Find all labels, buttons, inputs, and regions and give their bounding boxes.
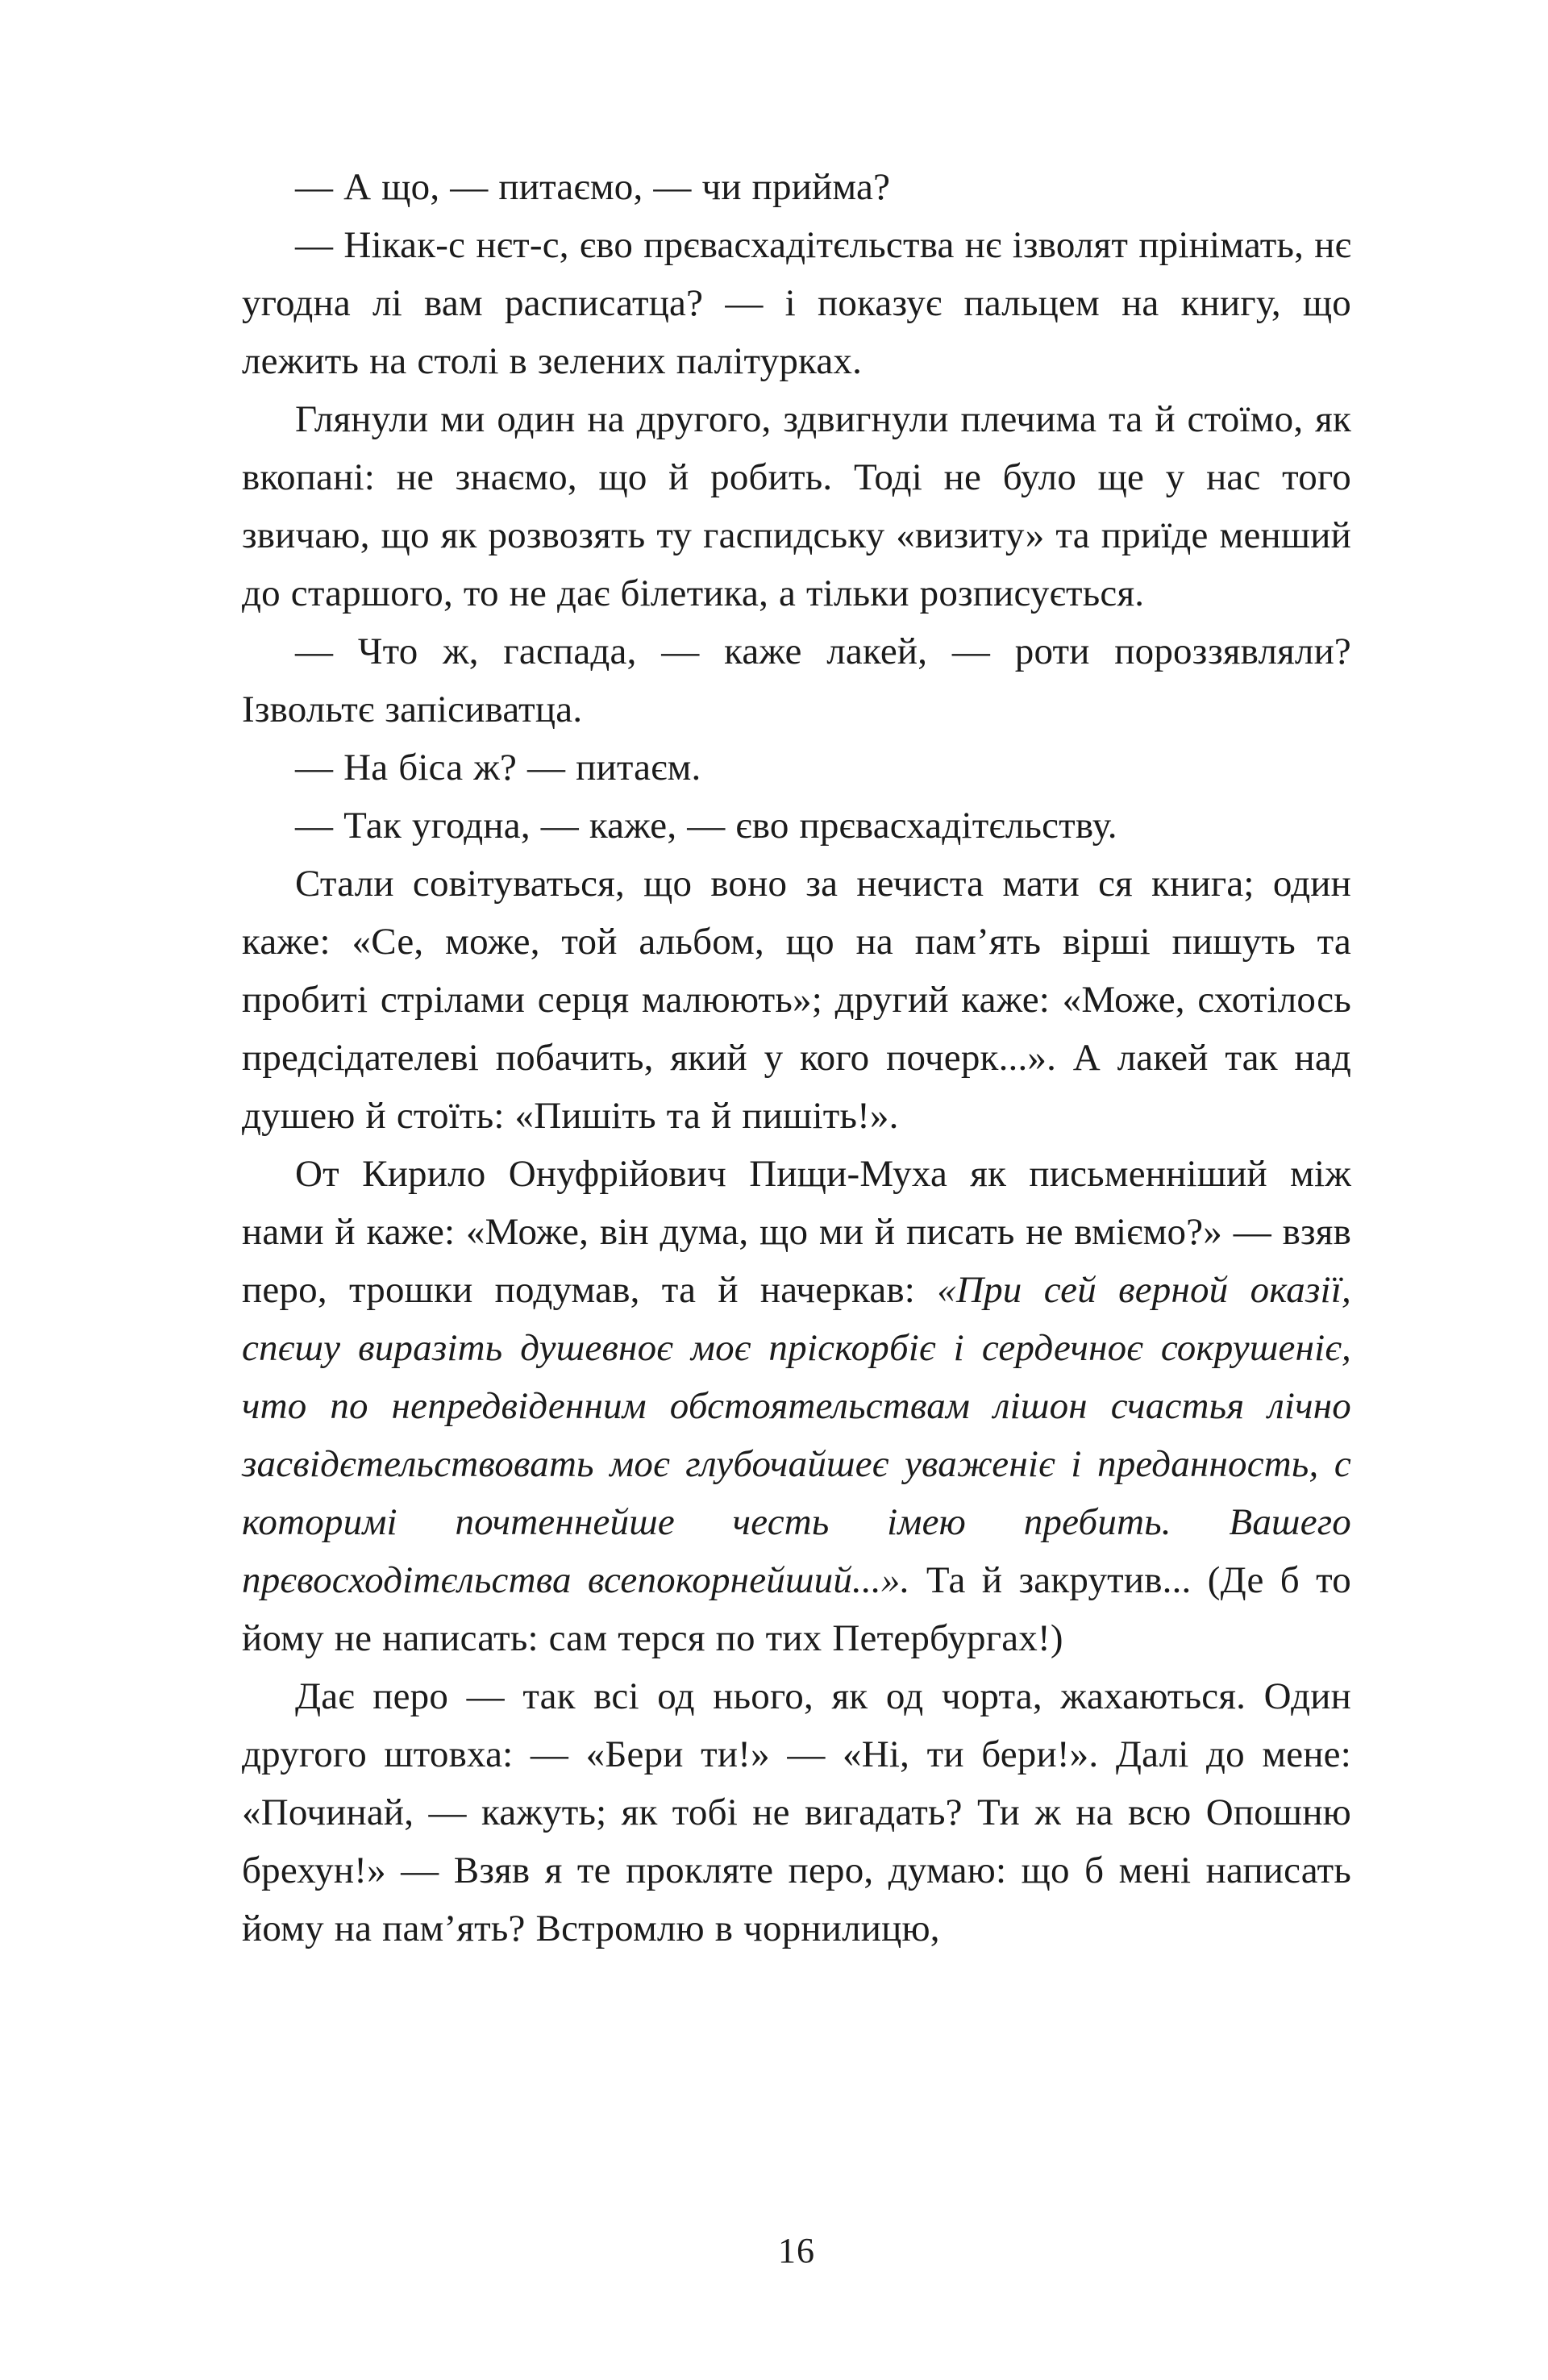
page-number: 16: [778, 2231, 815, 2270]
paragraph: [242, 1667, 1351, 1958]
paragraph-text: — Нікак-с нєт-с, єво прєвасхадітєльства нє ізволят прінімать, нє угодна лі вам расписатца? — і показує пальцем на книгу, що лежить на столі в зелених палітурках.: [242, 224, 1351, 382]
paragraph-text: Та й закрутив... (Де б то йому не написать: сам терся по тих Петербургах!): [242, 1559, 1351, 1659]
paragraph-text: — А що, — питаємо, — чи прийма?: [295, 166, 891, 208]
paragraph: [242, 1145, 1351, 1667]
paragraph: [242, 797, 1351, 855]
paragraph: [242, 855, 1351, 1145]
paragraph-text: Глянули ми один на другого, здвигнули плечима та й стоїмо, як вкопані: не знаємо, що й робить. Тоді не було ще у нас того звичаю, що як розвозять ту гаспидську «визиту» та приїде менший до старшого, то не дає білетика, а тільки розписується.: [242, 398, 1351, 614]
paragraph-text: Дає перо — так всі од нього, як од чорта, жахаються. Один другого штовха: — «Бери ти!» — «Ні, ти бери!». Далі до мене: «Починай, — кажуть; як тобі не вигадать? Ти ж на всю Опошню брехун!» — Взяв я те прокляте перо, думаю: що б мені написать йому на пам’ять? Встромлю в чорнилицю,: [242, 1675, 1351, 1949]
text-block: [242, 158, 1351, 1958]
paragraph-text: Стали совітуваться, що воно за нечиста мати ся книга; один каже: «Се, може, той альбом, що на пам’ять вірші пишуть та пробиті стрілами серця малюють»; другий каже: «Може, схотілось предсідателеві побачить, який у кого почерк...». А лакей так над душею й стоїть: «Пишіть та й пишіть!».: [242, 863, 1351, 1137]
paragraph: [242, 622, 1351, 739]
paragraph-text: — Что ж, гаспада, — каже лакей, — роти пороззявляли? Ізвольтє запісиватца.: [242, 630, 1351, 730]
paragraph: [242, 158, 1351, 216]
paragraph-text-italic: «При сей верной оказії, спєшу виразіть душевноє моє пріскорбіє і сердечноє сокрушеніє, что по непредвіденним обстоятельствам лішон счастья лічно засвідєтельствовать моє глубочайшеє уваженіє і преданность, с которимі почтеннейше честь імею пребить. Вашего прєвосходітєльства всепокорнейший...».: [242, 1269, 1351, 1601]
paragraph-text: — На біса ж? — питаєм.: [295, 747, 701, 788]
paragraph: [242, 216, 1351, 390]
paragraph: [242, 390, 1351, 622]
paragraph-text: — Так угодна, — каже, — єво прєвасхадітєльству.: [295, 805, 1117, 847]
paragraph-text: От Кирило Онуфрійович Пищи-Муха як письменніший між нами й каже: «Може, він дума, що ми й писать не вміємо?» — взяв перо, трошки подумав, та й начеркав:: [242, 1153, 1351, 1311]
paragraph: [242, 739, 1351, 797]
